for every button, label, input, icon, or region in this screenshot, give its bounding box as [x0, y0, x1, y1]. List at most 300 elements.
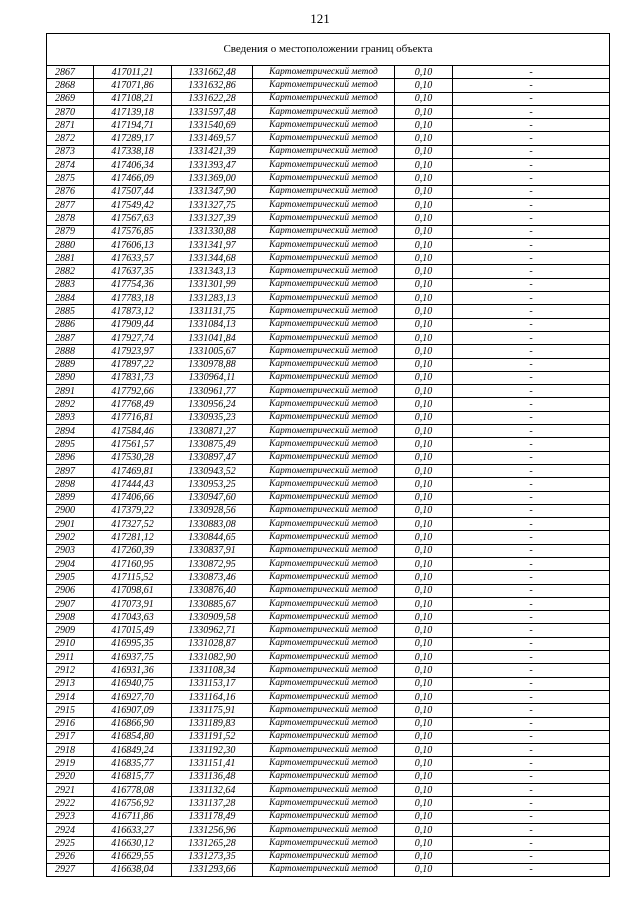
coord-x-cell: 417768,49: [94, 398, 172, 411]
accuracy-cell: 0,10: [395, 611, 453, 624]
point-number-cell: 2880: [47, 238, 94, 251]
table-row: [47, 292, 610, 305]
point-number-cell: 2897: [47, 464, 94, 477]
accuracy-cell: 0,10: [395, 398, 453, 411]
note-cell: -: [453, 438, 610, 451]
accuracy-cell: 0,10: [395, 225, 453, 238]
point-number-cell: 2907: [47, 597, 94, 610]
accuracy-cell: 0,10: [395, 810, 453, 823]
coord-y-cell: 1331153,17: [172, 677, 253, 690]
coord-x-cell: 417923,97: [94, 345, 172, 358]
accuracy-cell: 0,10: [395, 597, 453, 610]
point-number-cell: 2911: [47, 651, 94, 664]
point-number-cell: 2920: [47, 770, 94, 783]
table-row: [47, 238, 610, 251]
table-row: [47, 611, 610, 624]
coord-x-cell: 416937,75: [94, 651, 172, 664]
method-cell: Картометрический метод: [253, 252, 395, 265]
point-number-cell: 2906: [47, 584, 94, 597]
accuracy-cell: 0,10: [395, 850, 453, 863]
note-cell: -: [453, 571, 610, 584]
point-number-cell: 2888: [47, 345, 94, 358]
table-row: [47, 385, 610, 398]
coord-y-cell: 1331131,75: [172, 305, 253, 318]
coord-x-cell: 416629,55: [94, 850, 172, 863]
accuracy-cell: 0,10: [395, 79, 453, 92]
point-number-cell: 2882: [47, 265, 94, 278]
table-row: [47, 730, 610, 743]
note-cell: -: [453, 597, 610, 610]
accuracy-cell: 0,10: [395, 823, 453, 836]
coord-x-cell: 417576,85: [94, 225, 172, 238]
point-number-cell: 2879: [47, 225, 94, 238]
note-cell: -: [453, 504, 610, 517]
point-number-cell: 2872: [47, 132, 94, 145]
coord-y-cell: 1331082,90: [172, 651, 253, 664]
coord-x-cell: 417139,18: [94, 105, 172, 118]
table-row: [47, 331, 610, 344]
table-header: Сведения о местоположении границ объекта: [47, 34, 610, 66]
coord-y-cell: 1331151,41: [172, 757, 253, 770]
note-cell: -: [453, 105, 610, 118]
coord-y-cell: 1331343,13: [172, 265, 253, 278]
method-cell: Картометрический метод: [253, 398, 395, 411]
note-cell: -: [453, 744, 610, 757]
note-cell: -: [453, 637, 610, 650]
method-cell: Картометрический метод: [253, 863, 395, 876]
note-cell: -: [453, 664, 610, 677]
point-number-cell: 2905: [47, 571, 94, 584]
coord-x-cell: 417043,63: [94, 611, 172, 624]
coord-x-cell: 417637,35: [94, 265, 172, 278]
table-row: [47, 823, 610, 836]
coord-x-cell: 417606,13: [94, 238, 172, 251]
coord-y-cell: 1330943,52: [172, 464, 253, 477]
coord-x-cell: 417379,22: [94, 504, 172, 517]
coord-x-cell: 417831,73: [94, 371, 172, 384]
accuracy-cell: 0,10: [395, 145, 453, 158]
accuracy-cell: 0,10: [395, 664, 453, 677]
coord-y-cell: 1330935,23: [172, 411, 253, 424]
accuracy-cell: 0,10: [395, 624, 453, 637]
coord-x-cell: 417327,52: [94, 518, 172, 531]
method-cell: Картометрический метод: [253, 371, 395, 384]
note-cell: -: [453, 119, 610, 132]
accuracy-cell: 0,10: [395, 704, 453, 717]
coord-x-cell: 417281,12: [94, 531, 172, 544]
table-row: [47, 744, 610, 757]
coord-y-cell: 1331136,48: [172, 770, 253, 783]
accuracy-cell: 0,10: [395, 504, 453, 517]
note-cell: -: [453, 677, 610, 690]
point-number-cell: 2881: [47, 252, 94, 265]
table-row: [47, 664, 610, 677]
point-number-cell: 2899: [47, 491, 94, 504]
method-cell: Картометрический метод: [253, 464, 395, 477]
coord-y-cell: 1331632,86: [172, 79, 253, 92]
coord-x-cell: 417909,44: [94, 318, 172, 331]
method-cell: Картометрический метод: [253, 212, 395, 225]
table-row: [47, 704, 610, 717]
coord-y-cell: 1331178,49: [172, 810, 253, 823]
table-row: [47, 531, 610, 544]
point-number-cell: 2924: [47, 823, 94, 836]
method-cell: Картометрический метод: [253, 385, 395, 398]
method-cell: Картометрический метод: [253, 717, 395, 730]
accuracy-cell: 0,10: [395, 717, 453, 730]
method-cell: Картометрический метод: [253, 331, 395, 344]
point-number-cell: 2912: [47, 664, 94, 677]
method-cell: Картометрический метод: [253, 79, 395, 92]
point-number-cell: 2914: [47, 690, 94, 703]
coord-y-cell: 1331469,57: [172, 132, 253, 145]
coord-y-cell: 1331265,28: [172, 837, 253, 850]
method-cell: Картометрический метод: [253, 238, 395, 251]
note-cell: -: [453, 318, 610, 331]
method-cell: Картометрический метод: [253, 318, 395, 331]
coord-x-cell: 417260,39: [94, 544, 172, 557]
accuracy-cell: 0,10: [395, 784, 453, 797]
method-cell: Картометрический метод: [253, 225, 395, 238]
coord-y-cell: 1331137,28: [172, 797, 253, 810]
method-cell: Картометрический метод: [253, 278, 395, 291]
note-cell: -: [453, 518, 610, 531]
accuracy-cell: 0,10: [395, 425, 453, 438]
note-cell: -: [453, 810, 610, 823]
table-row: [47, 79, 610, 92]
table-row: [47, 198, 610, 211]
point-number-cell: 2926: [47, 850, 94, 863]
coord-y-cell: 1331132,64: [172, 784, 253, 797]
accuracy-cell: 0,10: [395, 292, 453, 305]
table-row: [47, 305, 610, 318]
coord-x-cell: 417071,86: [94, 79, 172, 92]
coord-y-cell: 1331175,91: [172, 704, 253, 717]
accuracy-cell: 0,10: [395, 531, 453, 544]
note-cell: -: [453, 198, 610, 211]
table-row: [47, 544, 610, 557]
note-cell: -: [453, 358, 610, 371]
note-cell: -: [453, 451, 610, 464]
coord-y-cell: 1331293,66: [172, 863, 253, 876]
method-cell: Картометрический метод: [253, 411, 395, 424]
coord-y-cell: 1331164,16: [172, 690, 253, 703]
point-number-cell: 2885: [47, 305, 94, 318]
note-cell: -: [453, 837, 610, 850]
coord-y-cell: 1331327,39: [172, 212, 253, 225]
table-row: [47, 504, 610, 517]
accuracy-cell: 0,10: [395, 478, 453, 491]
note-cell: -: [453, 425, 610, 438]
coord-x-cell: 417289,17: [94, 132, 172, 145]
table-row: [47, 225, 610, 238]
method-cell: Картометрический метод: [253, 624, 395, 637]
method-cell: Картометрический метод: [253, 597, 395, 610]
accuracy-cell: 0,10: [395, 744, 453, 757]
method-cell: Картометрический метод: [253, 651, 395, 664]
coord-y-cell: 1331344,68: [172, 252, 253, 265]
table-row: [47, 185, 610, 198]
accuracy-cell: 0,10: [395, 132, 453, 145]
coord-y-cell: 1331273,35: [172, 850, 253, 863]
table-row: [47, 358, 610, 371]
coord-x-cell: 416630,12: [94, 837, 172, 850]
coord-x-cell: 417792,66: [94, 385, 172, 398]
method-cell: Картометрический метод: [253, 504, 395, 517]
point-number-cell: 2918: [47, 744, 94, 757]
table-row: [47, 145, 610, 158]
point-number-cell: 2909: [47, 624, 94, 637]
coord-x-cell: 417584,46: [94, 425, 172, 438]
point-number-cell: 2923: [47, 810, 94, 823]
note-cell: -: [453, 464, 610, 477]
accuracy-cell: 0,10: [395, 345, 453, 358]
note-cell: -: [453, 584, 610, 597]
method-cell: Картометрический метод: [253, 611, 395, 624]
method-cell: Картометрический метод: [253, 145, 395, 158]
method-cell: Картометрический метод: [253, 172, 395, 185]
coord-y-cell: 1331597,48: [172, 105, 253, 118]
point-number-cell: 2886: [47, 318, 94, 331]
table-row: [47, 571, 610, 584]
coord-y-cell: 1331256,96: [172, 823, 253, 836]
coord-x-cell: 416931,36: [94, 664, 172, 677]
note-cell: -: [453, 611, 610, 624]
point-number-cell: 2884: [47, 292, 94, 305]
note-cell: -: [453, 398, 610, 411]
method-cell: Картометрический метод: [253, 544, 395, 557]
note-cell: -: [453, 531, 610, 544]
point-number-cell: 2927: [47, 863, 94, 876]
coord-y-cell: 1331301,99: [172, 278, 253, 291]
coord-y-cell: 1331662,48: [172, 66, 253, 79]
note-cell: -: [453, 331, 610, 344]
coord-x-cell: 417444,43: [94, 478, 172, 491]
table-row: [47, 252, 610, 265]
table-row: [47, 425, 610, 438]
point-number-cell: 2890: [47, 371, 94, 384]
accuracy-cell: 0,10: [395, 411, 453, 424]
note-cell: -: [453, 624, 610, 637]
coord-x-cell: 417108,21: [94, 92, 172, 105]
table-row: [47, 757, 610, 770]
point-number-cell: 2873: [47, 145, 94, 158]
accuracy-cell: 0,10: [395, 385, 453, 398]
coord-y-cell: 1330947,60: [172, 491, 253, 504]
coord-x-cell: 417073,91: [94, 597, 172, 610]
point-number-cell: 2878: [47, 212, 94, 225]
coord-x-cell: 417897,22: [94, 358, 172, 371]
table-row: [47, 717, 610, 730]
note-cell: -: [453, 145, 610, 158]
table-row: [47, 850, 610, 863]
table-row: [47, 810, 610, 823]
note-cell: -: [453, 704, 610, 717]
note-cell: -: [453, 717, 610, 730]
method-cell: Картометрический метод: [253, 132, 395, 145]
note-cell: -: [453, 185, 610, 198]
coord-y-cell: 1330909,58: [172, 611, 253, 624]
accuracy-cell: 0,10: [395, 544, 453, 557]
coord-x-cell: 417567,63: [94, 212, 172, 225]
point-number-cell: 2902: [47, 531, 94, 544]
method-cell: Картометрический метод: [253, 345, 395, 358]
note-cell: -: [453, 863, 610, 876]
point-number-cell: 2925: [47, 837, 94, 850]
coord-x-cell: 416815,77: [94, 770, 172, 783]
point-number-cell: 2898: [47, 478, 94, 491]
coord-y-cell: 1330978,88: [172, 358, 253, 371]
note-cell: -: [453, 238, 610, 251]
coord-y-cell: 1331108,34: [172, 664, 253, 677]
coord-x-cell: 417011,21: [94, 66, 172, 79]
coord-y-cell: 1331005,67: [172, 345, 253, 358]
table-row: [47, 438, 610, 451]
method-cell: Картометрический метод: [253, 784, 395, 797]
table-row: [47, 411, 610, 424]
note-cell: -: [453, 371, 610, 384]
method-cell: Картометрический метод: [253, 823, 395, 836]
note-cell: -: [453, 66, 610, 79]
method-cell: Картометрический метод: [253, 557, 395, 570]
note-cell: -: [453, 690, 610, 703]
coord-x-cell: 416633,27: [94, 823, 172, 836]
method-cell: Картометрический метод: [253, 358, 395, 371]
coord-x-cell: 416835,77: [94, 757, 172, 770]
point-number-cell: 2895: [47, 438, 94, 451]
coord-y-cell: 1330961,77: [172, 385, 253, 398]
table-row: [47, 105, 610, 118]
table-row: [47, 837, 610, 850]
coord-x-cell: 416927,70: [94, 690, 172, 703]
method-cell: Картометрический метод: [253, 92, 395, 105]
coord-x-cell: 417406,34: [94, 159, 172, 172]
accuracy-cell: 0,10: [395, 651, 453, 664]
coord-x-cell: 416638,04: [94, 863, 172, 876]
coord-y-cell: 1331327,75: [172, 198, 253, 211]
table-row: [47, 371, 610, 384]
table-row: [47, 690, 610, 703]
method-cell: Картометрический метод: [253, 571, 395, 584]
coord-y-cell: 1331189,83: [172, 717, 253, 730]
accuracy-cell: 0,10: [395, 172, 453, 185]
point-number-cell: 2876: [47, 185, 94, 198]
coord-y-cell: 1330928,56: [172, 504, 253, 517]
coord-x-cell: 417115,52: [94, 571, 172, 584]
coord-x-cell: 417507,44: [94, 185, 172, 198]
point-number-cell: 2913: [47, 677, 94, 690]
coord-y-cell: 1330873,46: [172, 571, 253, 584]
accuracy-cell: 0,10: [395, 518, 453, 531]
accuracy-cell: 0,10: [395, 690, 453, 703]
coord-y-cell: 1330897,47: [172, 451, 253, 464]
table-row: [47, 518, 610, 531]
table-row: [47, 624, 610, 637]
table-row: [47, 797, 610, 810]
table-row: [47, 92, 610, 105]
point-number-cell: 2922: [47, 797, 94, 810]
coord-y-cell: 1330871,27: [172, 425, 253, 438]
table-row: [47, 478, 610, 491]
method-cell: Картометрический метод: [253, 425, 395, 438]
coord-x-cell: 417561,57: [94, 438, 172, 451]
coord-x-cell: 417530,28: [94, 451, 172, 464]
note-cell: -: [453, 79, 610, 92]
accuracy-cell: 0,10: [395, 557, 453, 570]
table-row: [47, 398, 610, 411]
note-cell: -: [453, 345, 610, 358]
point-number-cell: 2883: [47, 278, 94, 291]
point-number-cell: 2889: [47, 358, 94, 371]
note-cell: -: [453, 252, 610, 265]
table-row: [47, 677, 610, 690]
note-cell: -: [453, 770, 610, 783]
table-row: [47, 345, 610, 358]
coord-x-cell: 416940,75: [94, 677, 172, 690]
coord-x-cell: 417716,81: [94, 411, 172, 424]
method-cell: Картометрический метод: [253, 66, 395, 79]
coord-y-cell: 1331347,90: [172, 185, 253, 198]
note-cell: -: [453, 92, 610, 105]
table-row: [47, 584, 610, 597]
method-cell: Картометрический метод: [253, 265, 395, 278]
coord-y-cell: 1330844,65: [172, 531, 253, 544]
note-cell: -: [453, 132, 610, 145]
coord-y-cell: 1330953,25: [172, 478, 253, 491]
point-number-cell: 2915: [47, 704, 94, 717]
coord-y-cell: 1331393,47: [172, 159, 253, 172]
coord-y-cell: 1331192,30: [172, 744, 253, 757]
coord-x-cell: 417927,74: [94, 331, 172, 344]
method-cell: Картометрический метод: [253, 292, 395, 305]
accuracy-cell: 0,10: [395, 464, 453, 477]
note-cell: -: [453, 730, 610, 743]
point-number-cell: 2869: [47, 92, 94, 105]
coord-x-cell: 417160,95: [94, 557, 172, 570]
accuracy-cell: 0,10: [395, 358, 453, 371]
method-cell: Картометрический метод: [253, 850, 395, 863]
method-cell: Картометрический метод: [253, 305, 395, 318]
coord-y-cell: 1331622,28: [172, 92, 253, 105]
coord-y-cell: 1331283,13: [172, 292, 253, 305]
coord-x-cell: 416711,86: [94, 810, 172, 823]
accuracy-cell: 0,10: [395, 637, 453, 650]
coord-y-cell: 1331084,13: [172, 318, 253, 331]
method-cell: Картометрический метод: [253, 730, 395, 743]
method-cell: Картометрический метод: [253, 451, 395, 464]
coord-x-cell: 417015,49: [94, 624, 172, 637]
note-cell: -: [453, 544, 610, 557]
method-cell: Картометрический метод: [253, 770, 395, 783]
point-number-cell: 2910: [47, 637, 94, 650]
accuracy-cell: 0,10: [395, 252, 453, 265]
point-number-cell: 2891: [47, 385, 94, 398]
accuracy-cell: 0,10: [395, 677, 453, 690]
note-cell: -: [453, 385, 610, 398]
point-number-cell: 2871: [47, 119, 94, 132]
method-cell: Картометрический метод: [253, 797, 395, 810]
table-row: [47, 651, 610, 664]
coord-y-cell: 1331028,87: [172, 637, 253, 650]
table-row: [47, 557, 610, 570]
point-number-cell: 2919: [47, 757, 94, 770]
method-cell: Картометрический метод: [253, 584, 395, 597]
note-cell: -: [453, 278, 610, 291]
table-header-row: [47, 34, 610, 66]
method-cell: Картометрический метод: [253, 491, 395, 504]
coord-y-cell: 1330956,24: [172, 398, 253, 411]
accuracy-cell: 0,10: [395, 571, 453, 584]
